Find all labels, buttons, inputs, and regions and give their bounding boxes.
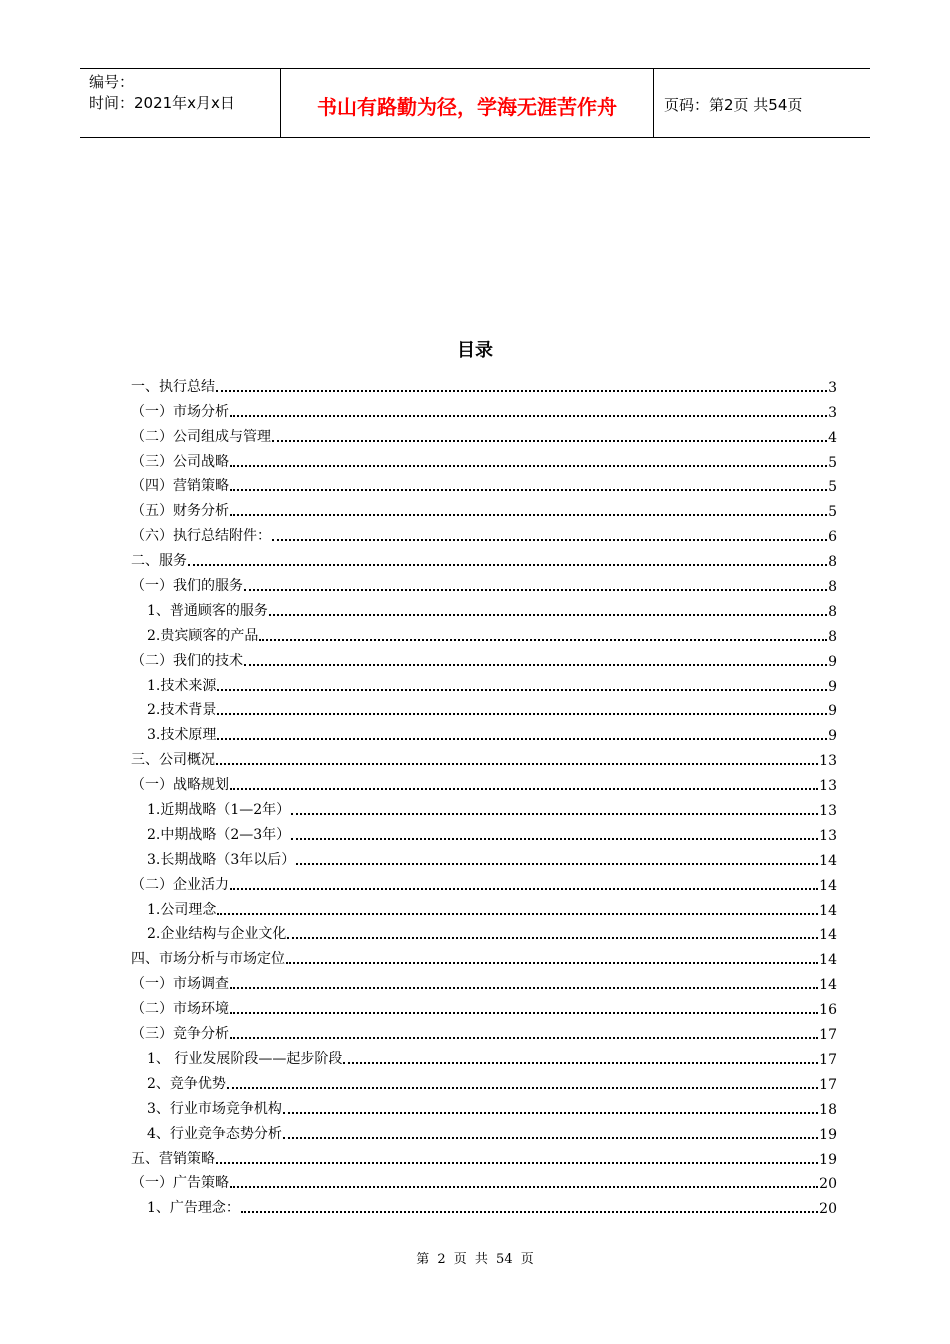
toc-leader-dots	[230, 1011, 818, 1014]
toc-entry[interactable]	[131, 695, 837, 720]
toc-leader-dots	[244, 588, 827, 591]
toc-entry[interactable]	[131, 645, 837, 670]
toc-entry-page: 5	[828, 504, 837, 521]
toc-entry[interactable]	[131, 570, 837, 595]
toc-entry-label: （五）财务分析	[131, 503, 229, 520]
toc-entry[interactable]	[131, 993, 837, 1018]
toc-leader-dots	[230, 464, 827, 467]
header-meta-cell	[80, 69, 281, 137]
toc-entry[interactable]	[131, 1043, 837, 1068]
toc-entry-label: （一）市场调查	[131, 976, 229, 993]
toc-entry-page: 8	[828, 628, 837, 645]
toc-entry-page: 17	[819, 1051, 837, 1068]
toc-leader-dots	[230, 1185, 818, 1188]
toc-leader-dots	[291, 812, 818, 815]
toc-leader-dots	[343, 1061, 818, 1064]
page-footer: 第 2 页 共 54 页	[416, 1252, 534, 1267]
document-time-label: 时间：2021年x月x日	[89, 94, 235, 112]
toc-entry-page: 9	[828, 653, 837, 670]
toc-entry-page: 17	[819, 1027, 837, 1044]
toc-leader-dots	[230, 513, 827, 516]
header-page-code: 页码：第2页 共54页	[664, 95, 803, 114]
toc-leader-dots	[286, 961, 818, 964]
toc-entry-label: （三）竞争分析	[131, 1026, 229, 1043]
toc-entry-page: 16	[819, 1002, 837, 1019]
toc-entry-page: 19	[819, 1151, 837, 1168]
toc-entry[interactable]	[131, 719, 837, 744]
toc-entry-label: 二、服务	[131, 553, 187, 570]
toc-leader-dots	[230, 986, 818, 989]
toc-entry-label: 1.近期战略（1—2年）	[147, 802, 291, 819]
toc-entry[interactable]	[131, 545, 837, 570]
toc-entry[interactable]	[131, 819, 837, 844]
toc-entry-label: 1、普通顾客的服务	[147, 602, 268, 619]
toc-entry-label: （二）公司组成与管理	[131, 428, 271, 445]
toc-entry-label: （一）市场分析	[131, 403, 229, 420]
toc-entry-page: 8	[828, 603, 837, 620]
toc-entry[interactable]	[131, 943, 837, 968]
toc-entry-label: （四）营销策略	[131, 478, 229, 495]
toc-entry[interactable]	[131, 446, 837, 471]
toc-entry-label: 4、行业竞争态势分析	[147, 1125, 282, 1142]
toc-entry-page: 3	[828, 404, 837, 421]
toc-entry-page: 9	[828, 678, 837, 695]
toc-entry-page: 8	[828, 554, 837, 571]
toc-entry-label: 2、竞争优势	[147, 1075, 226, 1092]
toc-entry-label: 2.贵宾顾客的产品	[147, 627, 259, 644]
toc-entry[interactable]	[131, 894, 837, 919]
toc-leader-dots	[217, 912, 818, 915]
toc-entry-page: 20	[819, 1201, 837, 1218]
toc-entry-label: （一）我们的服务	[131, 578, 243, 595]
toc-entry-label: 2.企业结构与企业文化	[147, 926, 287, 943]
toc-leader-dots	[272, 538, 827, 541]
toc-leader-dots	[217, 712, 827, 715]
toc-leader-dots	[259, 638, 827, 641]
toc-entry-label: 五、营销策略	[131, 1150, 215, 1167]
toc-leader-dots	[287, 936, 818, 939]
toc-entry-page: 14	[819, 902, 837, 919]
toc-entry-page: 8	[828, 579, 837, 596]
toc-entry-label: （一）战略规划	[131, 777, 229, 794]
toc-entry-page: 13	[819, 827, 837, 844]
toc-entry-page: 5	[828, 454, 837, 471]
toc-entry-label: （三）公司战略	[131, 453, 229, 470]
toc-entry-page: 17	[819, 1076, 837, 1093]
toc-entry-page: 13	[819, 778, 837, 795]
toc-entry-label: 1、 行业发展阶段——起步阶段	[147, 1050, 343, 1067]
toc-entry[interactable]	[131, 1168, 837, 1193]
toc-leader-dots	[230, 787, 818, 790]
toc-leader-dots	[230, 1036, 818, 1039]
toc-entry-label: （二）我们的技术	[131, 652, 243, 669]
toc-entry-label: 1.技术来源	[147, 677, 217, 694]
toc-entry-label: 四、市场分析与市场定位	[131, 951, 285, 968]
toc-entry-label: 三、公司概况	[131, 752, 215, 769]
toc-leader-dots	[216, 1161, 818, 1164]
toc-entry-label: 3、行业市场竞争机构	[147, 1100, 282, 1117]
toc-leader-dots	[283, 1111, 818, 1114]
toc-leader-dots	[217, 688, 827, 691]
toc-entry[interactable]	[131, 1068, 837, 1093]
toc-entry-page: 13	[819, 803, 837, 820]
toc-entry[interactable]	[131, 1018, 837, 1043]
toc-entry-page: 14	[819, 852, 837, 869]
toc-entry[interactable]	[131, 421, 837, 446]
toc-entry[interactable]	[131, 670, 837, 695]
toc-entry-page: 9	[828, 728, 837, 745]
toc-entry[interactable]	[131, 371, 837, 396]
toc-entry[interactable]	[131, 620, 837, 645]
toc-entry-label: 一、执行总结	[131, 378, 215, 395]
toc-entry[interactable]	[131, 520, 837, 545]
toc-title: 目录	[457, 340, 493, 361]
toc-entry[interactable]	[131, 869, 837, 894]
toc-entry[interactable]	[131, 1093, 837, 1118]
toc-entry-page: 13	[819, 753, 837, 770]
toc-entry-label: 2.技术背景	[147, 702, 217, 719]
toc-leader-dots	[230, 414, 827, 417]
toc-entry-label: 3.长期战略（3年以后）	[147, 851, 296, 868]
toc-leader-dots	[230, 488, 827, 491]
toc-entry-page: 3	[828, 379, 837, 396]
toc-entry[interactable]	[131, 1143, 837, 1168]
toc-entry-label: （二）企业活力	[131, 876, 229, 893]
header-motto: 书山有路勤为径，学海无涯苦作舟	[281, 69, 654, 137]
toc-entry-page: 4	[828, 429, 837, 446]
toc-entry-page: 19	[819, 1126, 837, 1143]
toc-entry-label: （一）广告策略	[131, 1175, 229, 1192]
toc-entry-label: （六）执行总结附件：	[131, 528, 271, 545]
toc-leader-dots	[291, 837, 818, 840]
toc-entry[interactable]	[131, 595, 837, 620]
toc-entry[interactable]	[131, 396, 837, 421]
toc-entry-label: 1.公司理念	[147, 901, 217, 918]
toc-entry[interactable]	[131, 794, 837, 819]
toc-leader-dots	[227, 1086, 818, 1089]
toc-entry-label: 1、广告理念：	[147, 1200, 240, 1217]
toc-entry[interactable]	[131, 968, 837, 993]
toc-leader-dots	[188, 563, 827, 566]
toc-leader-dots	[296, 862, 818, 865]
toc-entry-page: 9	[828, 703, 837, 720]
toc-entry[interactable]	[131, 744, 837, 769]
toc-leader-dots	[272, 439, 827, 442]
table-of-contents	[131, 371, 837, 1217]
toc-leader-dots	[216, 389, 827, 392]
toc-entry-page: 18	[819, 1101, 837, 1118]
toc-entry-label: （二）市场环境	[131, 1001, 229, 1018]
toc-entry-page: 5	[828, 479, 837, 496]
toc-leader-dots	[241, 1210, 818, 1213]
toc-entry[interactable]	[131, 1192, 837, 1217]
toc-leader-dots	[283, 1136, 818, 1139]
toc-leader-dots	[244, 663, 827, 666]
toc-leader-dots	[217, 737, 827, 740]
toc-entry-page: 14	[819, 877, 837, 894]
toc-entry-label: 3.技术原理	[147, 727, 217, 744]
toc-leader-dots	[216, 762, 818, 765]
toc-entry-page: 14	[819, 952, 837, 969]
toc-entry-page: 14	[819, 977, 837, 994]
toc-entry-page: 6	[828, 529, 837, 546]
toc-leader-dots	[230, 887, 818, 890]
toc-leader-dots	[269, 613, 827, 616]
document-header	[80, 68, 870, 138]
toc-entry-page: 14	[819, 927, 837, 944]
toc-entry[interactable]	[131, 1118, 837, 1143]
document-number-label: 编号：	[89, 73, 135, 91]
toc-entry[interactable]	[131, 769, 837, 794]
toc-entry[interactable]	[131, 844, 837, 869]
toc-entry[interactable]	[131, 495, 837, 520]
toc-entry[interactable]	[131, 919, 837, 944]
toc-entry[interactable]	[131, 471, 837, 496]
toc-entry-label: 2.中期战略（2—3年）	[147, 826, 291, 843]
toc-entry-page: 20	[819, 1176, 837, 1193]
